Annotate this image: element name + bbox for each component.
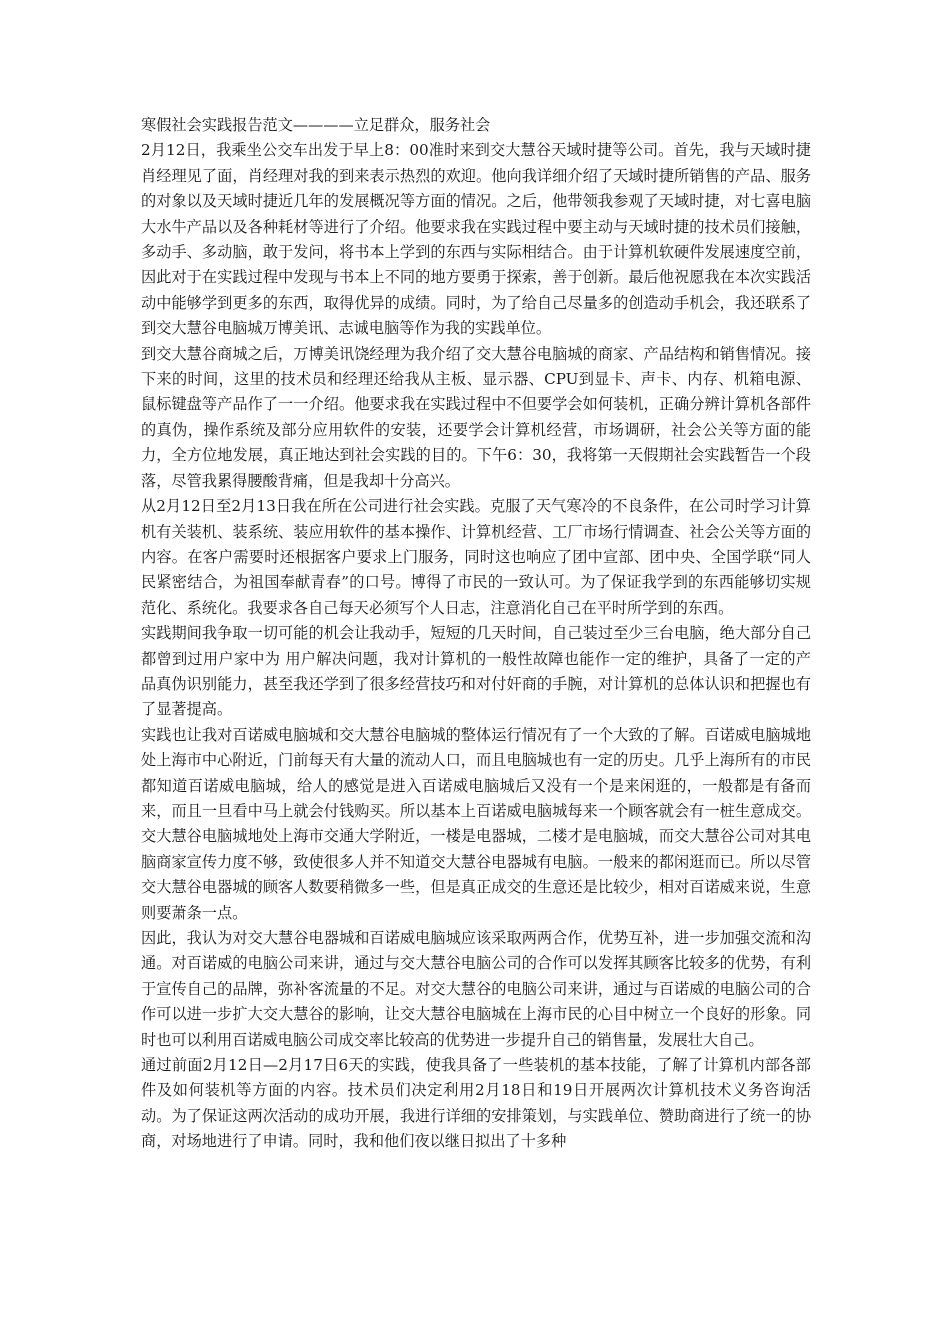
paragraph: 实践期间我争取一切可能的机会让我动手，短短的几天时间，自己装过至少三台电脑，绝大部分自己都曾到过用户家中为 用户解决问题，我对计算机的一般性故障也能作一定的维护，具备了一定的产品真伪识别能力，甚至我还学到了很多经营技巧和对付奸商的手腕，对计算机的总体认识和把握也有了显著提高。 <box>141 624 811 719</box>
document-body <box>141 113 811 1155</box>
document-title: 寒假社会实践报告范文————立足群众，服务社会 <box>141 116 491 134</box>
paragraph: 实践也让我对百诺威电脑城和交大慧谷电脑城的整体运行情况有了一个大致的了解。百诺威电脑城地处上海市中心附近，门前每天有大量的流动人口，而且电脑城也有一定的历史。几乎上海所有的市民都知道百诺威电脑城，给人的感觉是进入百诺威电脑城后又没有一个是来闲逛的，一般都是有备而来，而且一旦看中马上就会付钱购买。所以基本上百诺威电脑城每来一个顾客就会有一桩生意成交。交大慧谷电脑城地处上海市交通大学附近，一楼是电器城，二楼才是电脑城，而交大慧谷公司对其电脑商家宣传力度不够，致使很多人并不知道交大慧谷电器城有电脑。一般来的都闲逛而已。所以尽管交大慧谷电器城的顾客人数要稍微多一些，但是真正成交的生意还是比较少，相对百诺威来说，生意则要萧条一点。 <box>141 725 811 922</box>
paragraph: 从2月12日至2月13日我在所在公司进行社会实践。克服了天气寒冷的不良条件，在公司时学习计算机有关装机、装系统、装应用软件的基本操作、计算机经营、工厂市场行情调查、社会公关等方面的内容。在客户需要时还根据客户要求上门服务，同时这也响应了团中宣部、团中央、全国学联“同人民紧密结合，为祖国奉献青春”的口号。博得了市民的一致认可。为了保证我学到的东西能够切实规范化、系统化。我要求各自己每天必须写个人日志，注意消化自己在平时所学到的东西。 <box>141 497 811 617</box>
paragraph: 因此，我认为对交大慧谷电器城和百诺威电脑城应该采取两两合作，优势互补，进一步加强交流和沟通。对百诺威的电脑公司来讲，通过与交大慧谷电脑公司的合作可以发挥其顾客比较多的优势，有利于宣传自己的品牌，弥补客流量的不足。对交大慧谷的电脑公司来讲，通过与百诺威的电脑公司的合作可以进一步扩大交大慧谷的影响，让交大慧谷电脑城在上海市民的心目中树立一个良好的形象。同时也可以利用百诺威电脑公司成交率比较高的优势进一步提升自己的销售量，发展壮大自己。 <box>141 929 811 1049</box>
paragraph: 通过前面2月12日—2月17日6天的实践，使我具备了一些装机的基本技能，了解了计算机内部各部件及如何装机等方面的内容。技术员们决定利用2月18日和19日开展两次计算机技术义务咨询活动。为了保证这两次活动的成功开展，我进行详细的安排策划，与实践单位、赞助商进行了统一的协商，对场地进行了申请。同时，我和他们夜以继日拟出了十多种 <box>141 1056 811 1151</box>
paragraph: 2月12日，我乘坐公交车出发于早上8：00准时来到交大慧谷天域时捷等公司。首先，我与天域时捷肖经理见了面，肖经理对我的到来表示热烈的欢迎。他向我详细介绍了天域时捷所销售的产品、服务的对象以及天域时捷近几年的发展概况等方面的情况。之后，他带领我参观了天域时捷，对七喜电脑大水牛产品以及各种耗材等进行了介绍。他要求我在实践过程中要主动与天域时捷的技术员们接触，多动手、多动脑，敢于发问，将书本上学到的东西与实际相结合。由于计算机软硬件发展速度空前，因此对于在实践过程中发现与书本上不同的地方要勇于探索，善于创新。最后他祝愿我在本次实践活动中能够学到更多的东西，取得优异的成绩。同时，为了给自己尽量多的创造动手机会，我还联系了到交大慧谷电脑城万博美讯、志诚电脑等作为我的实践单位。 <box>141 141 811 338</box>
paragraph: 到交大慧谷商城之后，万博美讯饶经理为我介绍了交大慧谷电脑城的商家、产品结构和销售情况。接下来的时间，这里的技术员和经理还给我从主板、显示器、CPU到显卡、声卡、内存、机箱电源、鼠标键盘等产品作了一一介绍。他要求我在实践过程中不但要学会如何装机，正确分辨计算机各部件的真伪，操作系统及部分应用软件的安装，还要学会计算机经营，市场调研，社会公关等方面的能力，全方位地发展，真正地达到社会实践的目的。下午6：30，我将第一天假期社会实践暂告一个段落，尽管我累得腰酸背痛，但是我却十分高兴。 <box>141 344 811 490</box>
